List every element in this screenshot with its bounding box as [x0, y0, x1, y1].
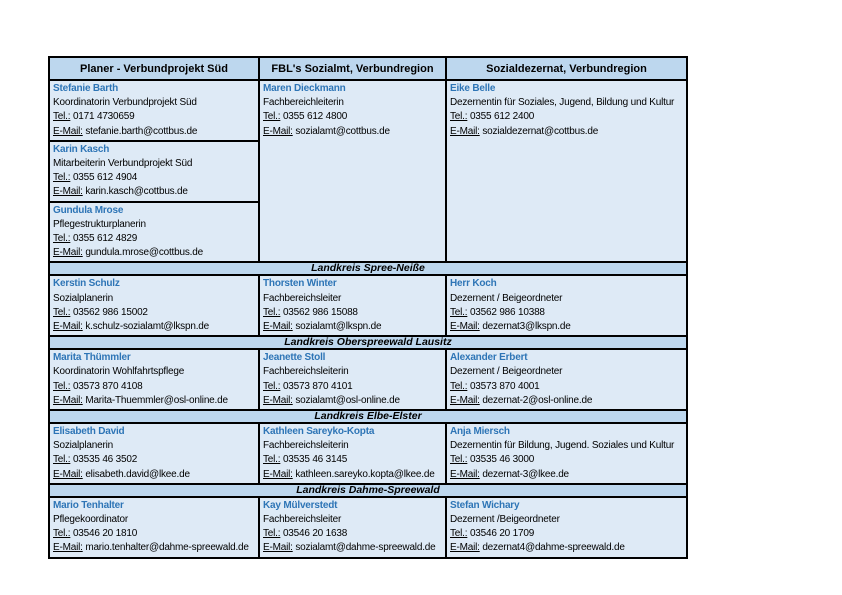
email-value: dezernat4@dahme-spreewald.de: [482, 542, 625, 554]
tel-value: 03546 20 1810: [72, 528, 138, 540]
email-value: k.schulz-sozialamt@lkspn.de: [85, 321, 209, 333]
tel-value: 0171 4730659: [72, 111, 135, 123]
tel-label: Tel.:: [450, 528, 468, 540]
contact-role: Dezernent / Beigeordneter: [450, 366, 563, 378]
contact-email: [53, 394, 257, 408]
email-label: E-Mail:: [53, 394, 83, 406]
email-value: kathleen.sareyko.kopta@lkee.de: [295, 468, 435, 480]
contact-tel: [450, 110, 685, 124]
contact-role: Koordinatorin Wohlfahrtspflege: [53, 366, 185, 378]
email-value: sozialamt@cottbus.de: [295, 125, 390, 137]
email-label: E-Mail:: [263, 321, 293, 333]
contact-role: Pflegekoordinator: [53, 514, 128, 526]
tel-value: 03573 870 4108: [72, 380, 143, 392]
contact-email: [450, 125, 685, 139]
section-header-elbe-elster: Landkreis Elbe-Elster: [49, 410, 687, 423]
contact-email: [263, 468, 444, 482]
email-label: E-Mail:: [263, 468, 293, 480]
contact-card-eike-belle: [446, 80, 687, 262]
email-value: dezernat-3@lkee.de: [482, 468, 569, 480]
email-label: E-Mail:: [450, 394, 480, 406]
tel-value: 03562 986 10388: [469, 306, 545, 318]
contact-card-mario-tenhalter: [49, 497, 259, 558]
contact-name: Jeanette Stoll: [263, 352, 326, 364]
contact-email: [53, 541, 257, 555]
contact-name: Kay Mülverstedt: [263, 499, 338, 511]
contact-tel: [263, 527, 444, 541]
contact-email: [450, 394, 685, 408]
tel-value: 03535 46 3502: [72, 454, 138, 466]
contact-name: Herr Koch: [450, 278, 497, 290]
contact-email: [263, 394, 444, 408]
contact-role: Koordinatorin Verbundprojekt Süd: [53, 97, 197, 109]
email-value: sozialamt@osl-online.de: [295, 394, 400, 406]
contact-tel: [53, 110, 257, 124]
contact-role: Sozialplanerin: [53, 440, 114, 452]
contact-card-maren-dieckmann: [259, 80, 446, 262]
contact-table: [48, 56, 688, 559]
tel-value: 0355 612 4800: [282, 111, 348, 123]
email-label: E-Mail:: [450, 125, 480, 137]
column-header-fbl-sozialamt: FBL's Sozialmt, Verbundregion: [259, 57, 446, 80]
contact-role: Dezernent / Beigeordneter: [450, 292, 563, 304]
contact-tel: [53, 306, 257, 320]
email-label: E-Mail:: [450, 321, 480, 333]
contact-name: Eike Belle: [450, 83, 496, 94]
contact-tel: [263, 306, 444, 320]
contact-tel: [263, 110, 444, 124]
contact-name: Marita Thümmler: [53, 352, 131, 364]
contact-email: [263, 125, 444, 139]
contact-name: Kerstin Schulz: [53, 278, 120, 290]
contact-name: Alexander Erbert: [450, 352, 528, 364]
tel-value: 0355 612 2400: [469, 111, 535, 123]
contact-role: Dezernentin für Soziales, Jugend, Bildung und Kultur: [450, 97, 675, 109]
tel-label: Tel.:: [263, 380, 281, 392]
email-value: sozialamt@lkspn.de: [295, 321, 382, 333]
column-header-sozialdezernat: Sozialdezernat, Verbundregion: [446, 57, 687, 80]
email-value: dezernat-2@osl-online.de: [482, 394, 593, 406]
contact-card-kay-muelverstedt: [259, 497, 446, 558]
contact-tel: [263, 453, 444, 467]
tel-label: Tel.:: [450, 306, 468, 318]
contact-tel: [53, 232, 257, 246]
contact-email: [53, 320, 257, 334]
contact-name: Elisabeth David: [53, 426, 125, 438]
email-label: E-Mail:: [450, 468, 480, 480]
tel-label: Tel.:: [53, 111, 71, 123]
contact-tel: [450, 306, 685, 320]
email-value: sozialamt@dahme-spreewald.de: [295, 542, 436, 554]
contact-tel: [53, 453, 257, 467]
contact-role: Dezernent /Beigeordneter: [450, 514, 560, 526]
tel-label: Tel.:: [263, 306, 281, 318]
tel-label: Tel.:: [450, 380, 468, 392]
email-label: E-Mail:: [53, 542, 83, 554]
tel-label: Tel.:: [53, 306, 71, 318]
email-label: E-Mail:: [53, 321, 83, 333]
contact-role: Sozialplanerin: [53, 292, 114, 304]
tel-label: Tel.:: [53, 380, 71, 392]
contact-card-kerstin-schulz: [49, 275, 259, 336]
email-value: karin.kasch@cottbus.de: [85, 186, 188, 198]
email-value: dezernat3@lkspn.de: [482, 321, 571, 333]
tel-label: Tel.:: [263, 111, 281, 123]
email-value: mario.tenhalter@dahme-spreewald.de: [85, 542, 249, 554]
column-header-planer: Planer - Verbundprojekt Süd: [49, 57, 259, 80]
contact-card-stefan-wichary: [446, 497, 687, 558]
tel-value: 03546 20 1709: [469, 528, 535, 540]
email-label: E-Mail:: [53, 247, 83, 259]
contact-email: [263, 541, 444, 555]
contact-name: Stefan Wichary: [450, 499, 520, 511]
contact-card-alexander-erbert: [446, 349, 687, 410]
contact-tel: [450, 380, 685, 394]
contact-name: Mario Tenhalter: [53, 499, 124, 511]
contact-tel: [450, 527, 685, 541]
email-label: E-Mail:: [53, 125, 83, 137]
section-header-dahme-spreewald: Landkreis Dahme-Spreewald: [49, 484, 687, 497]
tel-label: Tel.:: [263, 454, 281, 466]
tel-label: Tel.:: [263, 528, 281, 540]
tel-label: Tel.:: [450, 111, 468, 123]
email-value: gundula.mrose@cottbus.de: [85, 247, 203, 259]
contact-email: [53, 468, 257, 482]
contact-role: Fachbereichleiterin: [263, 97, 344, 109]
contact-tel: [263, 380, 444, 394]
contact-email: [53, 246, 257, 260]
contact-card-anja-miersch: [446, 423, 687, 484]
contact-name: Anja Miersch: [450, 426, 510, 438]
contact-email: [53, 125, 257, 139]
email-label: E-Mail:: [263, 394, 293, 406]
contact-name: Maren Dieckmann: [263, 83, 346, 94]
contact-card-thorsten-winter: [259, 275, 446, 336]
tel-label: Tel.:: [53, 454, 71, 466]
email-label: E-Mail:: [53, 468, 83, 480]
contact-role: Pflegestrukturplanerin: [53, 218, 146, 230]
email-label: E-Mail:: [53, 186, 83, 198]
tel-value: 03573 870 4101: [282, 380, 353, 392]
contact-card-kathleen-sareyko-kopta: [259, 423, 446, 484]
contact-tel: [53, 527, 257, 541]
section-header-oberspreewald-lausitz: Landkreis Oberspreewald Lausitz: [49, 336, 687, 349]
contact-card-herr-koch: [446, 275, 687, 336]
contact-role: Fachbereichsleiterin: [263, 366, 349, 378]
contact-role: Fachbereichsleiterin: [263, 440, 349, 452]
tel-label: Tel.:: [53, 528, 71, 540]
contact-role: Fachbereichsleiter: [263, 514, 342, 526]
tel-label: Tel.:: [53, 233, 71, 245]
contact-name: Gundula Mrose: [53, 204, 124, 216]
tel-value: 03535 46 3145: [282, 454, 348, 466]
contact-role: Dezernentin für Bildung, Jugend. Soziales und Kultur: [450, 440, 675, 452]
contact-email: [450, 320, 685, 334]
email-label: E-Mail:: [263, 542, 293, 554]
contact-card-elisabeth-david: [49, 423, 259, 484]
contact-email: [53, 185, 257, 199]
tel-value: 0355 612 4829: [72, 233, 138, 245]
contact-email: [263, 320, 444, 334]
email-value: sozialdezernat@cottbus.de: [482, 125, 599, 137]
email-label: E-Mail:: [450, 542, 480, 554]
email-value: stefanie.barth@cottbus.de: [85, 125, 198, 137]
tel-value: 03562 986 15088: [282, 306, 358, 318]
contact-tel: [53, 380, 257, 394]
contact-card-gundula-mrose: [49, 202, 259, 263]
tel-value: 03562 986 15002: [72, 306, 148, 318]
tel-label: Tel.:: [53, 172, 71, 184]
contact-card-marita-thuemmler: [49, 349, 259, 410]
contact-name: Kathleen Sareyko-Kopta: [263, 426, 375, 438]
contact-card-jeanette-stoll: [259, 349, 446, 410]
contact-name: Stefanie Barth: [53, 83, 118, 94]
tel-value: 03573 870 4001: [469, 380, 540, 392]
contact-role: Mitarbeiterin Verbundprojekt Süd: [53, 158, 193, 170]
tel-label: Tel.:: [450, 454, 468, 466]
contact-card-stefanie-barth: [49, 80, 259, 141]
contact-name: Karin Kasch: [53, 143, 110, 155]
contact-name: Thorsten Winter: [263, 278, 337, 290]
tel-value: 03535 46 3000: [469, 454, 535, 466]
section-header-spree-neisse: Landkreis Spree-Neiße: [49, 262, 687, 275]
email-value: elisabeth.david@lkee.de: [85, 468, 190, 480]
contact-email: [450, 468, 685, 482]
email-value: Marita-Thuemmler@osl-online.de: [85, 394, 228, 406]
contact-tel: [450, 453, 685, 467]
contact-card-karin-kasch: [49, 141, 259, 202]
contact-tel: [53, 171, 257, 185]
email-label: E-Mail:: [263, 125, 293, 137]
contact-email: [450, 541, 685, 555]
tel-value: 03546 20 1638: [282, 528, 348, 540]
tel-value: 0355 612 4904: [72, 172, 138, 184]
contact-role: Fachbereichsleiter: [263, 292, 342, 304]
